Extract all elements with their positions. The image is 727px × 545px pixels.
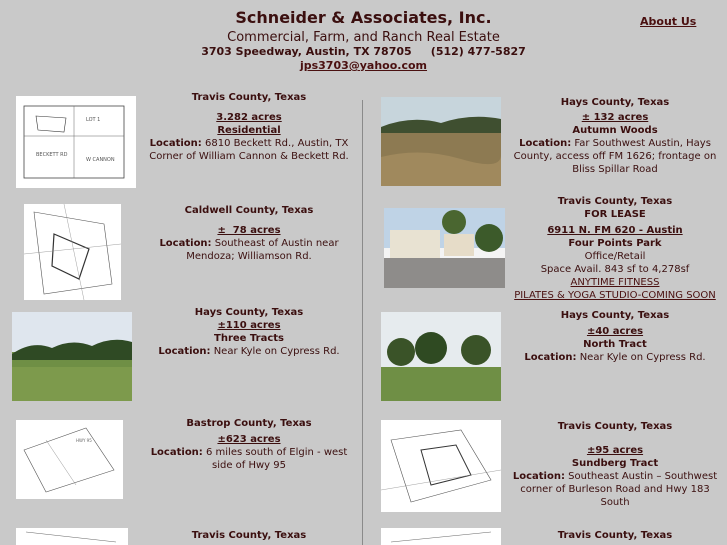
- listing-county: Hays County, Texas: [560, 97, 670, 108]
- listing-card: [510, 420, 720, 509]
- company-tagline: Commercial, Farm, and Ranch Real Estate: [227, 30, 500, 45]
- listing-acres-link[interactable]: 3.282 acres: [216, 112, 282, 123]
- listing-name: Sundberg Tract: [571, 458, 659, 469]
- listing-acres-link[interactable]: ±623 acres: [217, 434, 281, 445]
- property-photo[interactable]: [381, 312, 501, 401]
- listing-location: Southeast of Austin near Mendoza; Williamson Rd.: [186, 238, 339, 262]
- listing-card: [144, 529, 354, 542]
- listing-county: Bastrop County, Texas: [186, 418, 312, 429]
- company-name: Schneider & Associates, Inc.: [235, 8, 492, 27]
- location-label: Location:: [519, 138, 572, 149]
- svg-text:HWY 95: HWY 95: [76, 438, 92, 443]
- property-photo[interactable]: [384, 208, 505, 288]
- listing-county: Travis County, Texas: [191, 530, 307, 541]
- listing-acres-link[interactable]: ±40 acres: [586, 326, 644, 337]
- listing-county: Travis County, Texas: [557, 196, 673, 207]
- listing-acres-link[interactable]: ±110 acres: [217, 320, 281, 331]
- location-label: Location:: [158, 346, 211, 357]
- listing-card: [510, 529, 720, 542]
- company-address: 3703 Speedway, Austin, TX 78705 (512) 477-5827: [201, 45, 526, 58]
- listing-location: 6810 Beckett Rd., Austin, TX: [204, 138, 349, 149]
- tenant-link[interactable]: PILATES & YOGA STUDIO-COMING SOON: [514, 290, 716, 301]
- location-label: Location:: [159, 238, 212, 249]
- survey-map-image[interactable]: [16, 528, 128, 545]
- listing-name: Autumn Woods: [572, 125, 658, 136]
- listing-county: Hays County, Texas: [194, 307, 304, 318]
- plat-map-image[interactable]: [16, 96, 136, 188]
- listing-card: [510, 195, 720, 302]
- location-label: Location:: [149, 138, 202, 149]
- listing-location: Near Kyle on Cypress Rd.: [579, 352, 706, 363]
- listing-county: Travis County, Texas: [557, 530, 673, 541]
- survey-map-image[interactable]: [24, 204, 121, 300]
- about-us-link[interactable]: About Us: [640, 15, 697, 28]
- property-photo[interactable]: [381, 97, 501, 186]
- listing-card: [510, 96, 720, 176]
- listing-location-extra: Corner of William Cannon & Beckett Rd.: [149, 151, 349, 162]
- listing-county: Travis County, Texas: [557, 421, 673, 432]
- listing-card: [144, 91, 354, 163]
- survey-map-image[interactable]: [381, 528, 501, 545]
- listing-acres-link[interactable]: ± 78 acres: [217, 225, 281, 236]
- location-label: Location:: [512, 471, 565, 482]
- listing-county: Travis County, Texas: [191, 92, 307, 103]
- listing-name: Four Points Park: [568, 238, 662, 249]
- listing-card: [144, 306, 354, 358]
- svg-text:BECKETT RD: BECKETT RD: [36, 152, 68, 158]
- email-link[interactable]: jps3703@yahoo.com: [299, 59, 428, 72]
- listing-location: 6 miles south of Elgin - west side of Hwy 95: [206, 447, 348, 471]
- listing-space: Space Avail. 843 sf to 4,278sf: [540, 264, 690, 275]
- survey-map-image[interactable]: [16, 420, 123, 499]
- listing-card: [144, 417, 354, 472]
- listing-card: [510, 309, 720, 364]
- column-divider: [362, 100, 363, 545]
- listing-location: Near Kyle on Cypress Rd.: [213, 346, 340, 357]
- svg-text:LOT 1: LOT 1: [86, 117, 101, 123]
- listing-type: Office/Retail: [584, 251, 646, 262]
- listing-county: Caldwell County, Texas: [184, 205, 314, 216]
- listing-name-link[interactable]: Residential: [217, 125, 281, 136]
- svg-text:W CANNON: W CANNON: [86, 157, 115, 163]
- listing-name: Three Tracts: [214, 333, 284, 344]
- property-photo[interactable]: [12, 312, 132, 401]
- tenant-link[interactable]: ANYTIME FITNESS: [570, 277, 660, 288]
- listing-address-link[interactable]: 6911 N. FM 620 - Austin: [547, 225, 683, 236]
- listing-name: North Tract: [583, 339, 647, 350]
- listing-county: Hays County, Texas: [560, 310, 670, 321]
- survey-map-image[interactable]: [381, 420, 501, 512]
- listing-location: Southeast Austin – Southwest corner of Burleson Road and Hwy 183 South: [520, 471, 718, 508]
- location-label: Location:: [150, 447, 203, 458]
- location-label: Location:: [524, 352, 577, 363]
- listing-card: [144, 204, 354, 263]
- listing-acres-link[interactable]: ± 132 acres: [581, 112, 649, 123]
- listing-acres-link[interactable]: ±95 acres: [586, 445, 644, 456]
- listing-location: Far Southwest Austin, Hays County, access off FM 1626; frontage on Bliss Spillar Road: [513, 138, 717, 175]
- listing-status: FOR LEASE: [584, 209, 646, 220]
